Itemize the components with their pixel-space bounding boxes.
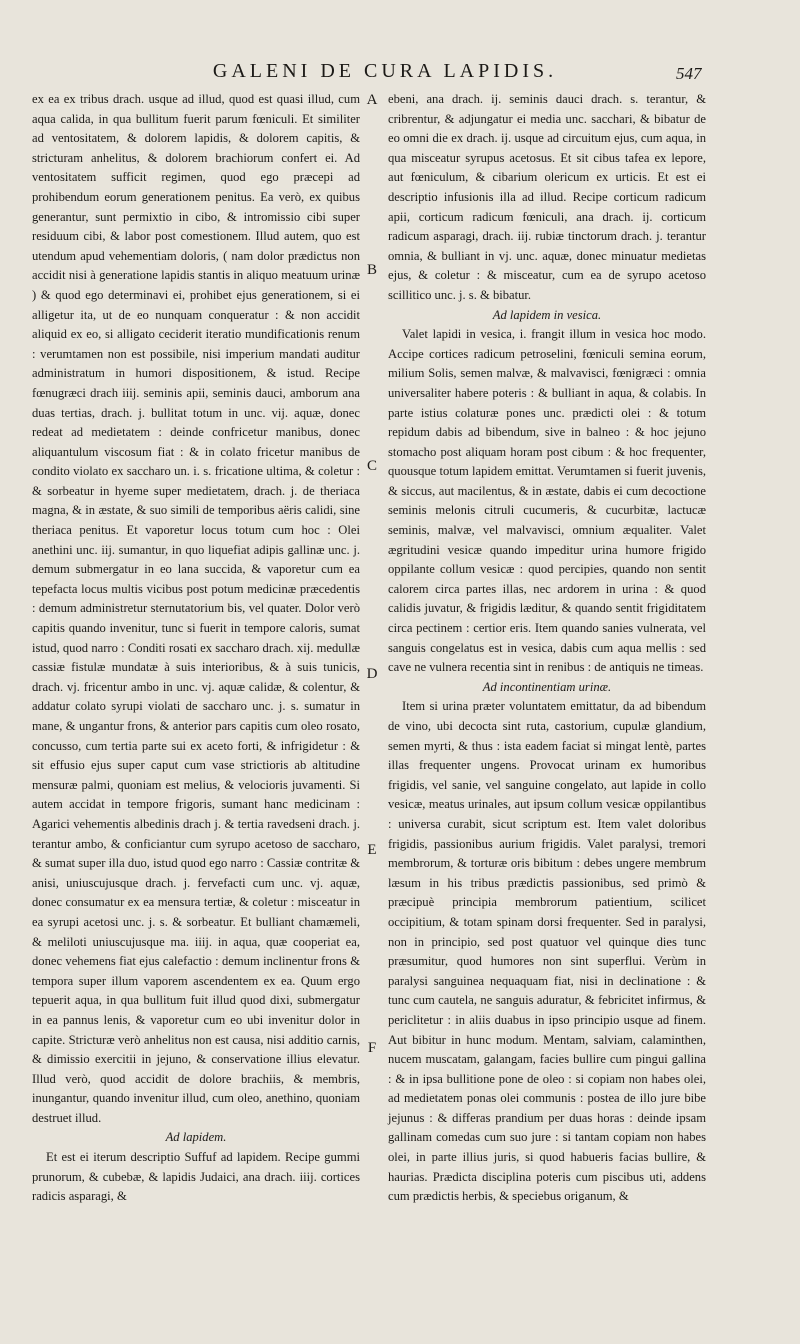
section-heading-ad-lapidem-in-vesica: Ad lapidem in vesica. [492,307,602,322]
margin-letter-b: B [366,262,377,278]
right-paragraph-2: Valet lapidi in vesica, i. frangit illum in vesica hoc modo. Accipe cortices radicum petroselini, fœniculi semina eorum, milium Solis, semen malvæ, & malvavisci, fœnigræci : omnia universaliter habere poteris : & bulliant in aqua, & colabis. In parte istius colaturæ pones unc. prædicti olei : & totum repidum dabis ad bibendum, sive in balneo : & hoc jejuno stomacho post aliquam horam post cibum : & hoc frequenter, quousque totum lapidem emittat. Verumtamen si fuerit juvenis, & siccus, aut macilentus, & in æstate, dabis ei cum decoctione seminis melonis citruli cucumeris, & cucurbitæ, lactucæ seminis, malvæ, vel malvavisci, omnium æqualiter. Valet ægritudini vesicæ quando impeditur urina humore frigido oppilante collum vesicæ : quod percipies, quando non sentit calorem circa partes illas, nec ardorem in urina : & quod calidis juvatur, & frigidis læditur, & quando sentit frigiditatem circa pectinem : certior eris. Item quando sanies vulnerata, vel sanguis congelatus est in vesica, dabis cum aqua mellis : sed cave ne vulnera recentia sint in renibus : de antiquis ne timeas. [388,327,706,675]
right-paragraph-1: ebeni, ana drach. ij. seminis dauci drach. s. terantur, & cribrentur, & adjungatur ei media unc. sacchari, & bibatur de eo omni die ex drach. ij. usque ad circuitum ejus, cum aqua, in qua misceatur syrupus acetosus. Et sit cibus tafea ex lepore, aut fœniculum, & cibarium olericum ex urticis. Et est ei descriptio infusionis illa ad illud. Recipe corticum radicum apii, corticum radicum fœniculi, ana drach. ij. corticum radicum asparagi, drach. iij. rubiæ tinctorum drach. j. terantur omnia, & bulliant in vj. unc. aquæ, donec minuatur medietas ejus, & coletur : & misceatur, cum ea de syrupo acetoso scillitico unc. j. s. & bibatur. [388,92,706,302]
margin-letter-e: E [367,842,377,858]
section-heading-ad-lapidem: Ad lapidem. [165,1130,227,1145]
right-paragraph-3: Item si urina præter voluntatem emittatur, da ad bibendum de vino, ubi decocta sint ruta, castorium, cupulæ glandium, semen myrti, & thus : ista eadem faciat si mingat lentè, partes illas frequenter ungens. Provocat urinam ex humoribus frigidis, vel sanie, vel sanguine congelato, aut lapide in collo vesicæ, meatus urinales, aut ipsum collum vesicæ oppilantibus : universa curabit, sicut scriptum est. Item valet doloribus frigidis, passionibus aurium frigidis. Valet paralysi, tremori membrorum, & torturæ oris bibitum : debes ungere membrum læsum in his tribus prædictis passionibus, sed primò & præcipuè principia membrorum patientium, scilicet occipitium, & totam spinam dorsi frequenter. Sed in paralysi, non in principio, sed post quatuor vel quinque dies tunc præsumitur, quod humores non sint superflui. Verùm in paralysi sanguinea nequaquam fiat, nisi in declinatione : & tunc cum cautela, ne sanguis aduratur, & febricitet infirmus, & periclitetur : in aliis duabus in ipso principio usque ad finem. Aut bibitur in hunc modum. Mentam, salviam, calaminthen, nucem muscatam, galangam, facies bullire cum pingui gallina : & in ipsa bullitione pone de oleo : si copiam non habes olei, ad medietatem ponas olei communis : postea de illo jure bibe jejunus : & differas prandium per duas horas : deinde ipsam gallinam comedas cum suo jure : si tantam copiam non habes olei, in parte illius juris, si quod habueris facias bullire, & haurias. Prædicta disciplina poteris cum piscibus uti, addens cum prædictis herbis, & speciebus origanum, & [388,699,706,1204]
margin-letter-d: D [366,666,378,682]
section-heading-ad-incontinentiam-urinae: Ad incontinentiam urinæ. [482,679,612,694]
running-title: GALENI DE CURA LAPIDIS. [212,60,558,82]
left-column [32,90,360,1207]
left-paragraph-1: ex ea ex tribus drach. usque ad illud, quod est quasi illud, cum aqua calida, in qua bullitum fuerit parum fœniculi. Et similiter ad ventositatem, & dolorem lapidis, & dolorem capitis, & stricturam anhelitus, & dolorem brachiorum confert ei. Ad ventositatem sufficit regimen, quod ego præcepi ad prohibendum eorum generationem penitus. Ea verò, ex quibus generantur, sunt permixtio in cibo, & intromissio cibi super residuum cibi, & labor post comestionem. Illud autem, quo est utendum apud vehementiam doloris, ( nam dolor prædictus non accidit nisi à generatione lapidis stantis in aliquo meatuum urinæ ) & quod ego determinavi ei, prohibet ejus generationem, si ei alligetur ita, ut de eo nunquam conqueratur : & non accidit aliquid ex eo, si alligato ceciderit iteratio mundificationis renum : verumtamen non est possibile, nisi imperium mandati auditur administratum in humori dispositionem, & istud. Recipe fœnugræci drach iiij. seminis apii, seminis dauci, amborum ana duas tertias, drach. j. bullitat totum in unc. vij. aquæ, donec redeat ad medietatem : deinde confricetur manibus, donec aliquantulum viscosum fiat : & in colato fricetur manibus de condito violato ex saccharo un. i. s. fricatione ultima, & coletur : & sorbeatur in hyeme super medietatem, drach. j. de theriaca magna, & in æstate, & suo simili de temporibus aëris calidi, sine theriaca penitus. Et vaporetur locus totum cum hoc : Olei anethini unc. iij. sumantur, in quo liquefiat adipis gallinæ unc. j. demum submergatur in eo lana succida, & vaporetur cum ea tepefacta locus multis vicibus post potum medicinæ præcedentis : demum administretur sternutatorium bis, vel quater. Dolor verò capitis quando invenitur, tunc si fuerit in tempore caloris, sumat istud, quod narro : Conditi rosati ex saccharo drach. xij. medullæ cassiæ fistulæ mundatæ à suis interioribus, & à suis tunicis, drach. vj. fricentur ambo in unc. vj. aquæ calidæ, & colentur, & addatur colato syrupi violati de saccharo unc. j. s. sumatur in mane, & ungantur frons, & anterior pars capitis cum oleo rosato, concusso, cum tertia parte sui ex aceto forti, & infrigidetur : & sit effusio ejus super caput cum vase strictioris ab altitudine mensuræ palmi, quoniam est melius, & velocioris juvamenti. Si autem accidat in tempore frigoris, sumant hanc medicinam : Agarici vehementis albedinis drach j. & tertia ravedseni drach. j. terantur ambo, & conficiantur cum syrupo acetoso de saccharo, & sumat super illa duo, istud quod ego narro : Cassiæ contritæ & anisi, uniuscujusque drach. j. fervefacti cum unc. vj. aquæ, donec consumatur ex ea mensura tertiæ, & coletur : misceatur in ea syrupi acetosi unc. j. s. & sorbeatur. Et bulliant chamæmeli, & meliloti uniuscujusque ma. iiij. in aqua, quæ cooperiat ea, donec vehemens fiat ejus calefactio : demum inclinentur frons & tempora super illum vaporem ascendentem ex ea. Quum ergo tepuerit aqua, in qua bullitum fuit illud quod dixi, submergatur in ea pannus lenis, & vaporetur cum eo ubi invenitur dolor in capite. Stricturæ verò anhelitus non est causa, nisi additio carnis, & dimissio exercitii in jejuno, & conservatione illius elevatur. Illud verò, quod accidit de dolore brachiis, & membris, inungantur, quando invenitur illud, cum oleo, anethino, quoniam destruet illud. [32,92,360,1125]
page-number: 547 [676,64,702,83]
margin-letter-f: F [367,1040,377,1056]
margin-letter-a: A [366,92,378,108]
left-paragraph-2: Et est ei iterum descriptio Suffuf ad lapidem. Recipe gummi prunorum, & cubebæ, & lapidis Judaici, ana drach. iiij. cortices radicis asparagi, & [32,1150,360,1204]
margin-letter-c: C [366,458,377,474]
right-column [388,90,706,1207]
